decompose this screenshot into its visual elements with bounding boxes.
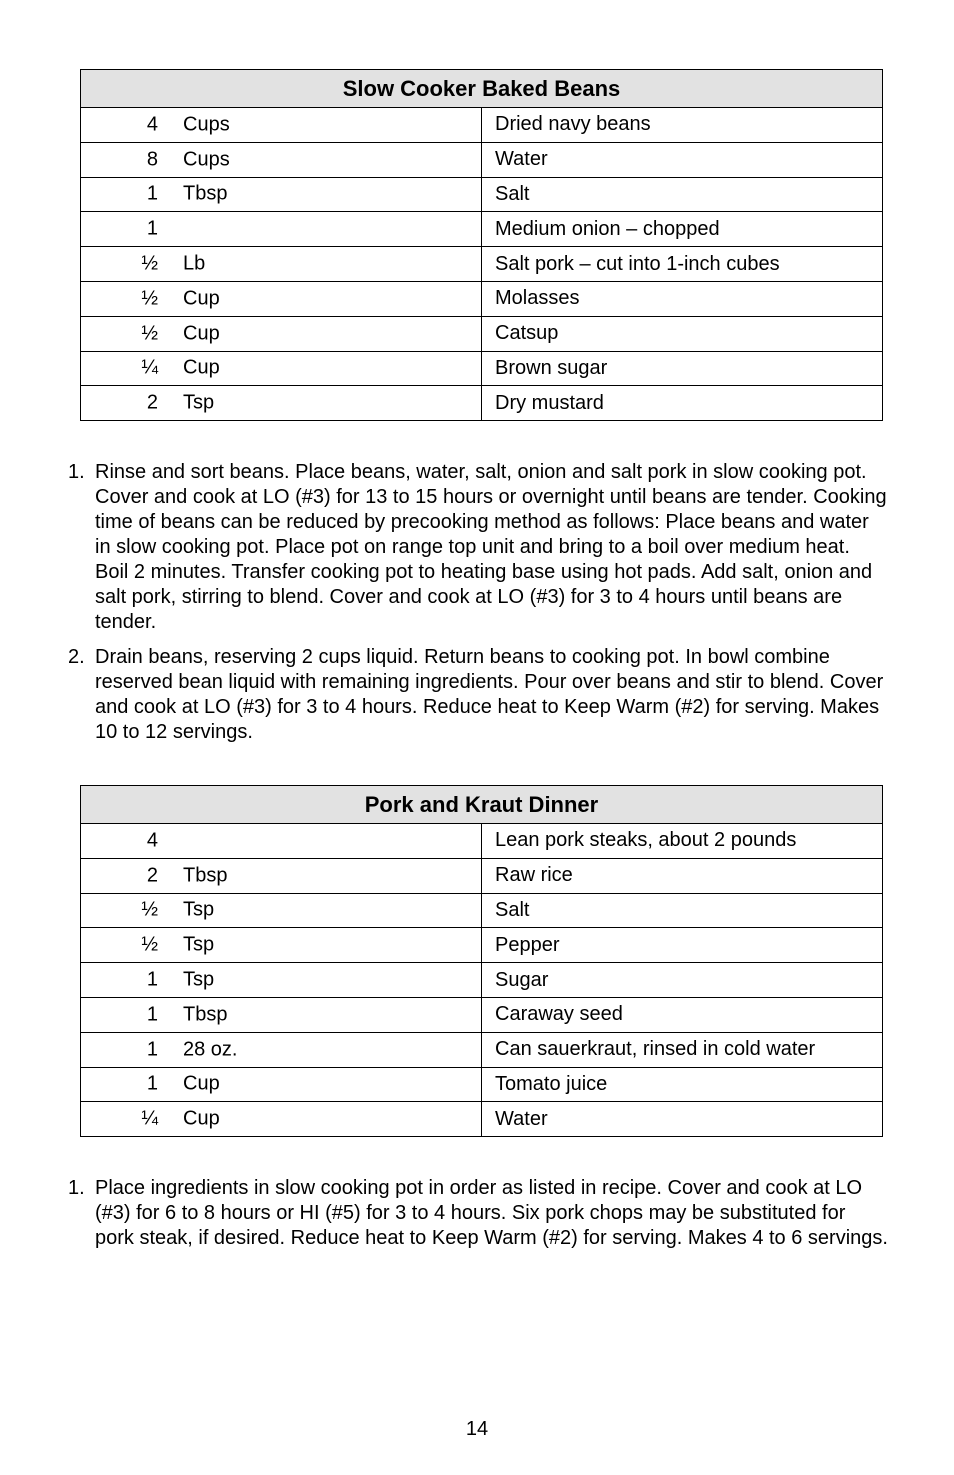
ingredient-unit: Tsp bbox=[183, 898, 215, 921]
ingredient-row bbox=[81, 177, 883, 212]
ingredient-name: Can sauerkraut, rinsed in cold water bbox=[482, 1032, 883, 1067]
ingredient-row bbox=[81, 824, 883, 859]
instruction-step bbox=[68, 1176, 888, 1251]
ingredient-unit: Cups bbox=[183, 148, 230, 171]
ingredient-unit: Cup bbox=[183, 1107, 220, 1130]
ingredient-name: Brown sugar bbox=[482, 351, 883, 386]
ingredient-row bbox=[81, 316, 883, 351]
ingredient-qty: ¼ bbox=[141, 356, 158, 379]
ingredient-name: Catsup bbox=[482, 316, 883, 351]
ingredient-row bbox=[81, 997, 883, 1032]
ingredient-unit: Cups bbox=[183, 113, 230, 136]
ingredient-qty: 2 bbox=[146, 391, 158, 414]
step-number: 2. bbox=[68, 646, 85, 668]
ingredient-unit: Tbsp bbox=[183, 864, 228, 887]
ingredient-qty: 8 bbox=[146, 148, 158, 171]
ingredient-name: Salt pork – cut into 1-inch cubes bbox=[482, 247, 883, 282]
ingredient-row bbox=[81, 928, 883, 963]
ingredient-name: Salt bbox=[482, 893, 883, 928]
ingredient-row bbox=[81, 1067, 883, 1102]
ingredient-name: Dried navy beans bbox=[482, 108, 883, 143]
ingredient-unit: Tsp bbox=[183, 968, 215, 991]
ingredient-qty: ½ bbox=[141, 252, 158, 275]
page-number: 14 bbox=[465, 1418, 489, 1440]
ingredient-name: Medium onion – chopped bbox=[482, 212, 883, 247]
step-number: 1. bbox=[68, 461, 85, 483]
ingredient-name: Molasses bbox=[482, 281, 883, 316]
ingredient-unit: Lb bbox=[183, 252, 206, 275]
ingredient-row bbox=[81, 963, 883, 998]
ingredient-qty: ½ bbox=[141, 287, 158, 310]
ingredient-name: Raw rice bbox=[482, 858, 883, 893]
ingredient-qty: 4 bbox=[146, 829, 158, 852]
ingredient-name: Sugar bbox=[482, 963, 883, 998]
recipe-title: Slow Cooker Baked Beans bbox=[81, 70, 883, 108]
ingredient-qty: 1 bbox=[146, 1072, 158, 1095]
recipe-title: Pork and Kraut Dinner bbox=[81, 786, 883, 824]
ingredient-row bbox=[81, 858, 883, 893]
ingredient-row bbox=[81, 108, 883, 143]
ingredient-qty: 1 bbox=[146, 217, 158, 240]
ingredient-list bbox=[81, 824, 883, 1137]
ingredient-qty: ½ bbox=[141, 322, 158, 345]
ingredient-name: Caraway seed bbox=[482, 997, 883, 1032]
ingredient-name: Lean pork steaks, about 2 pounds bbox=[482, 824, 883, 859]
instruction-step bbox=[68, 460, 888, 635]
ingredient-row bbox=[81, 1102, 883, 1137]
ingredient-row bbox=[81, 893, 883, 928]
ingredient-row bbox=[81, 142, 883, 177]
ingredient-unit: Tbsp bbox=[183, 1003, 228, 1026]
ingredient-qty: ¼ bbox=[141, 1107, 158, 1130]
ingredient-qty: 2 bbox=[146, 864, 158, 887]
ingredient-row bbox=[81, 281, 883, 316]
step-text: Drain beans, reserving 2 cups liquid. Return beans to cooking pot. In bowl combine reserved bean liquid with remaining ingredients. Pour over beans and stir to blend. Cover and cook at LO (#3) for 3 to 4 hours. Reduce heat to Keep Warm (#2) for serving. Makes 10 to 12 servings. bbox=[95, 646, 884, 743]
ingredient-qty: 1 bbox=[146, 1003, 158, 1026]
instruction-list-baked-beans bbox=[68, 460, 888, 755]
instruction-step bbox=[68, 645, 888, 745]
instruction-list-pork-kraut bbox=[68, 1176, 888, 1261]
ingredient-qty: 1 bbox=[146, 182, 158, 205]
ingredient-name: Tomato juice bbox=[482, 1067, 883, 1102]
recipe-table-pork-kraut bbox=[80, 785, 883, 1137]
ingredient-name: Water bbox=[482, 1102, 883, 1137]
ingredient-unit: 28 oz. bbox=[183, 1038, 238, 1061]
ingredient-unit: Cup bbox=[183, 356, 220, 379]
ingredient-unit: Tbsp bbox=[183, 182, 228, 205]
step-text: Place ingredients in slow cooking pot in order as listed in recipe. Cover and cook at LO (#3) for 6 to 8 hours or HI (#5) for 3 to 4 hours. Six pork chops may be substituted for pork steak, if desired. Reduce heat to Keep Warm (#2) for serving. Makes 4 to 6 servings. bbox=[95, 1177, 888, 1249]
ingredient-name: Dry mustard bbox=[482, 386, 883, 421]
ingredient-row bbox=[81, 247, 883, 282]
ingredient-qty: 1 bbox=[146, 1038, 158, 1061]
step-text: Rinse and sort beans. Place beans, water, salt, onion and salt pork in slow cooking pot. Cover and cook at LO (#3) for 13 to 15 hours or overnight until beans are tender. Cooking time of beans can be reduced by precooking method as follows: Place beans and water in slow cooking pot. Place pot on range top unit and bring to a boil over medium heat. Boil 2 minutes. Transfer cooking pot to heating base using hot pads. Add salt, onion and salt pork, stirring to blend. Cover and cook at LO (#3) for 3 to 4 hours until beans are tender. bbox=[95, 461, 887, 633]
ingredient-unit: Tsp bbox=[183, 933, 215, 956]
ingredient-qty: ½ bbox=[141, 898, 158, 921]
ingredient-row bbox=[81, 212, 883, 247]
ingredient-list bbox=[81, 108, 883, 421]
ingredient-qty: ½ bbox=[141, 933, 158, 956]
ingredient-name: Pepper bbox=[482, 928, 883, 963]
step-number: 1. bbox=[68, 1177, 85, 1199]
recipe-table-baked-beans bbox=[80, 69, 883, 421]
ingredient-name: Water bbox=[482, 142, 883, 177]
ingredient-unit: Cup bbox=[183, 1072, 220, 1095]
ingredient-qty: 1 bbox=[146, 968, 158, 991]
ingredient-row bbox=[81, 1032, 883, 1067]
ingredient-qty: 4 bbox=[146, 113, 158, 136]
ingredient-name: Salt bbox=[482, 177, 883, 212]
ingredient-row bbox=[81, 351, 883, 386]
ingredient-unit: Cup bbox=[183, 287, 220, 310]
ingredient-unit: Tsp bbox=[183, 391, 215, 414]
ingredient-row bbox=[81, 386, 883, 421]
ingredient-unit: Cup bbox=[183, 322, 220, 345]
